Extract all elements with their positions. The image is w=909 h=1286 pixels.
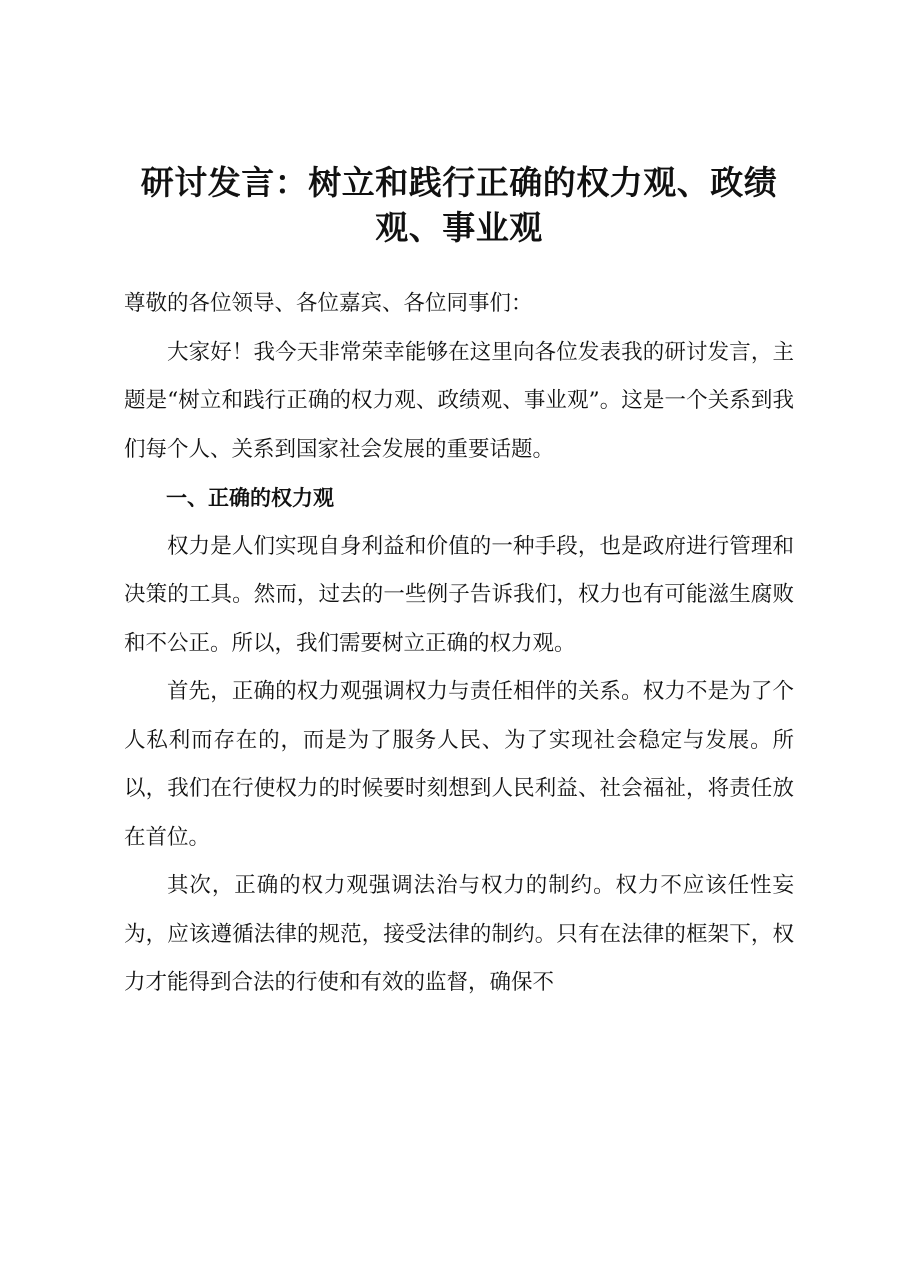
intro-paragraph: 大家好！我今天非常荣幸能够在这里向各位发表我的研讨发言，主题是“树立和践行正确的权力观、政绩观、事业观”。这是一个关系到我们每个人、关系到国家社会发展的重要话题。 (124, 339, 794, 462)
body-paragraph: 权力是人们实现自身利益和价值的一种手段，也是政府进行管理和决策的工具。然而，过去的一些例子告诉我们，权力也有可能滋生腐败和不公正。所以，我们需要树立正确的权力观。 (124, 533, 794, 656)
document-body (124, 280, 794, 1008)
section-heading-power-view: 一、正确的权力观 (166, 486, 334, 510)
body-paragraph: 首先，正确的权力观强调权力与责任相伴的关系。权力不是为了个人私利而存在的，而是为了服务人民、为了实现社会稳定与发展。所以，我们在行使权力的时候要时刻想到人民利益、社会福祉，将责任放在首位。 (124, 679, 794, 850)
salutation: 尊敬的各位领导、各位嘉宾、各位同事们： (124, 291, 533, 316)
body-paragraph: 其次，正确的权力观强调法治与权力的制约。权力不应该任性妄为，应该遵循法律的规范，接受法律的制约。只有在法律的框架下，权力才能得到合法的行使和有效的监督，确保不 (124, 873, 794, 995)
document-title: 研讨发言：树立和践行正确的权力观、政绩观、事业观 (140, 163, 778, 247)
